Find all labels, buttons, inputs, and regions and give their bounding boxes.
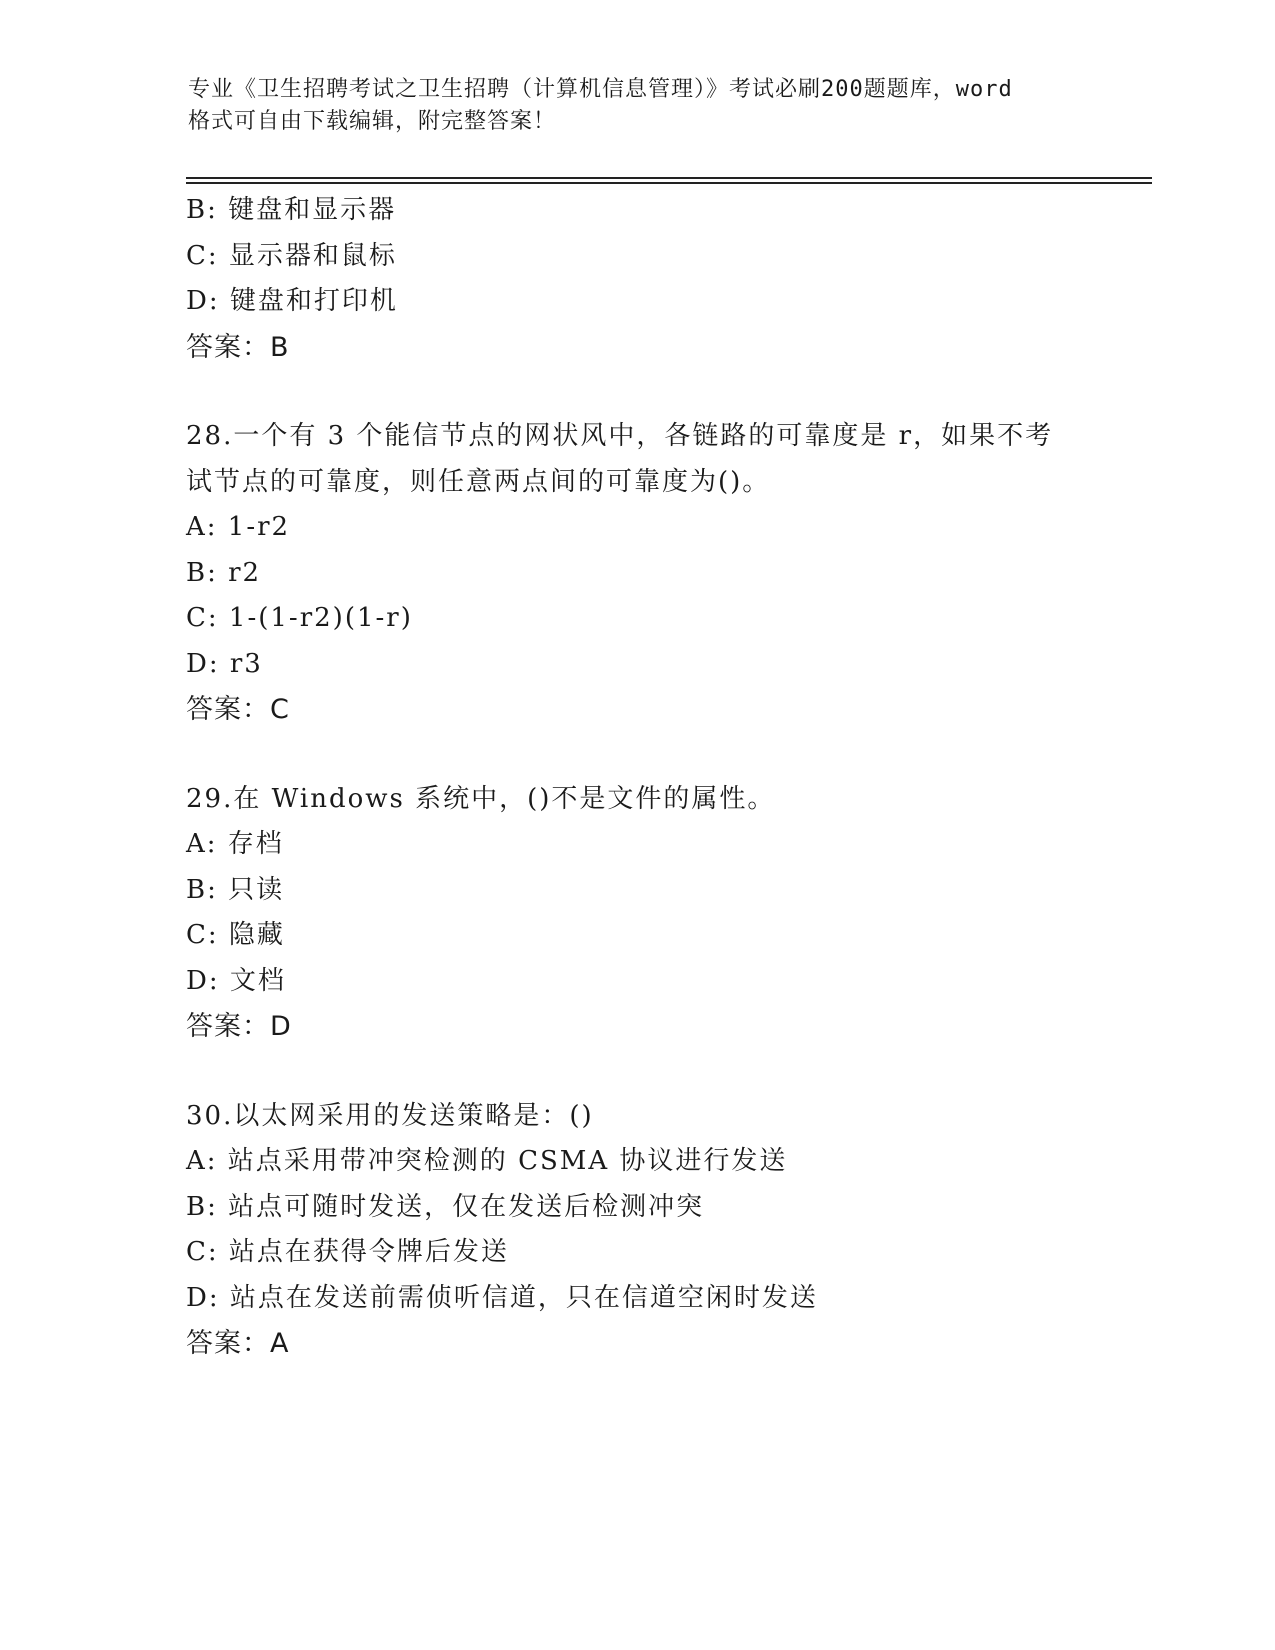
option-a: A: 1-r2 [186,512,291,542]
header-rule-top [186,177,1152,179]
header-line-1: 专业《卫生招聘考试之卫生招聘（计算机信息管理）》考试必刷200题题库，word [188,77,1013,102]
spacer [186,733,1146,777]
answer-line: 答案：A [186,1328,290,1359]
question-stem: 30.以太网采用的发送策略是：() [186,1100,594,1131]
question-28 [186,414,1146,733]
question-29 [186,777,1146,1050]
header-rule-bottom [186,182,1152,184]
question-list [186,188,1146,1367]
option-a: A: 存档 [186,829,284,859]
question-stem-continued: 试节点的可靠度，则任意两点间的可靠度为()。 [186,466,771,497]
question-stem: 29.在 Windows 系统中，()不是文件的属性。 [186,783,776,814]
option-b: B: 只读 [186,874,285,905]
option-d: D: 键盘和打印机 [186,286,398,316]
question-27-tail [186,188,1146,370]
option-d: D: 站点在发送前需侦听信道，只在信道空闲时发送 [186,1282,818,1313]
answer-line: 答案：B [186,331,290,363]
answer-line: 答案：C [186,694,290,725]
option-c: C: 隐藏 [186,920,285,950]
option-c: C: 站点在获得令牌后发送 [186,1237,509,1267]
question-30 [186,1094,1146,1367]
option-b: B: 键盘和显示器 [186,195,397,225]
answer-line: 答案：D [186,1011,292,1042]
option-c: C: 1-(1-r2)(1-r) [186,603,413,633]
option-d: D: 文档 [186,965,286,996]
header-line-2: 格式可自由下载编辑，附完整答案！ [188,109,557,134]
option-d: D: r3 [186,648,263,679]
spacer [186,370,1146,414]
spacer [186,1050,1146,1094]
question-stem: 28.一个有 3 个能信节点的网状风中，各链路的可靠度是 r，如果不考 [186,421,1054,451]
option-a: A: 站点采用带冲突检测的 CSMA 协议进行发送 [186,1146,788,1176]
document-header [188,74,1088,138]
option-b: B: 站点可随时发送，仅在发送后检测冲突 [186,1191,705,1222]
option-c: C: 显示器和鼠标 [186,240,397,271]
option-b: B: r2 [186,557,262,588]
